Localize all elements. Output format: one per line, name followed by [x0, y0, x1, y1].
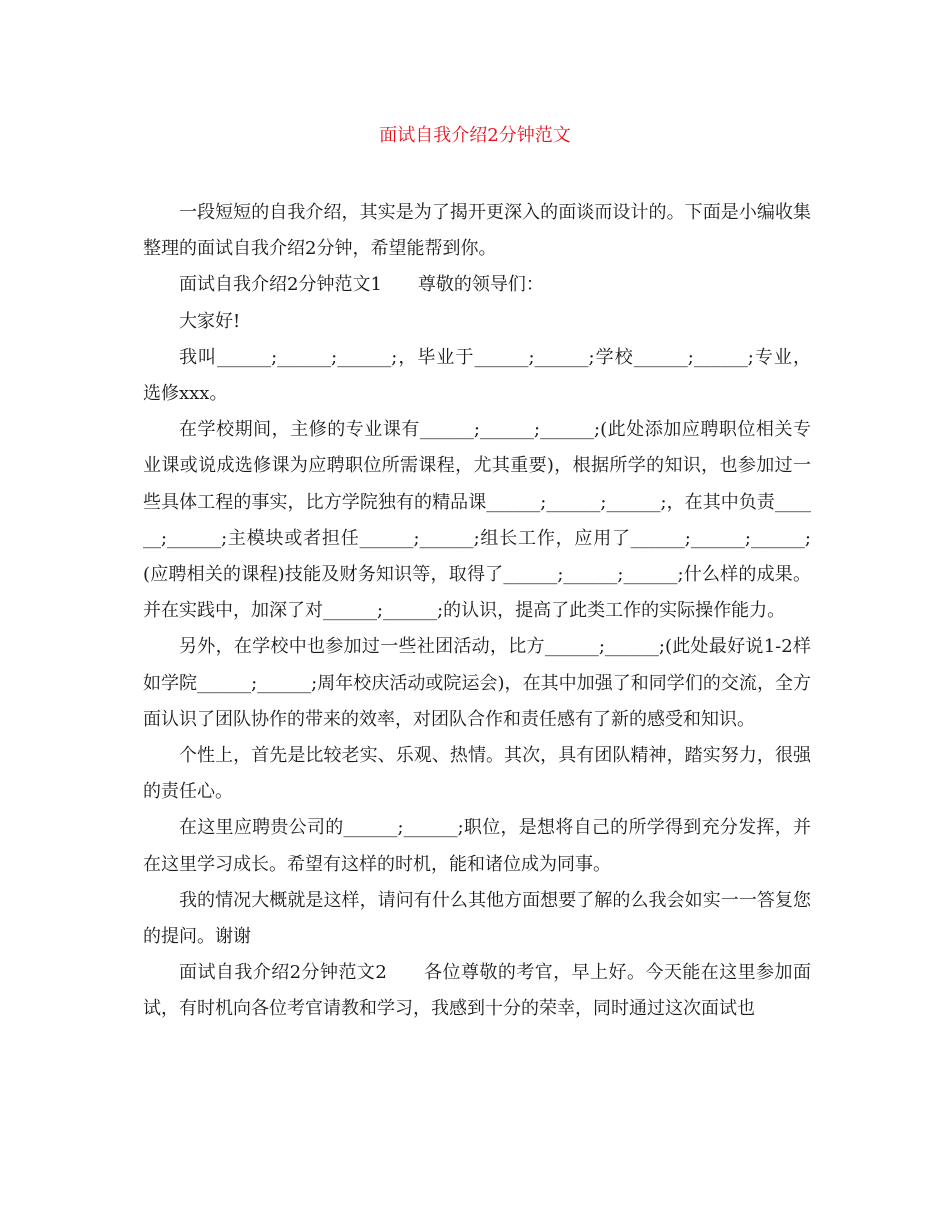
- personality-paragraph: 个性上，首先是比较老实、乐观、热情。其次，具有团队精神，踏实努力，很强的责任心。: [143, 745, 811, 803]
- greeting-paragraph: 大家好!: [179, 310, 241, 332]
- position-paragraph: 在这里应聘贵公司的______;______;职位，是想将自己的所学得到充分发挥，并在这里学习成长。希望有这样的时机，能和诸位成为同事。: [143, 817, 811, 875]
- closing-paragraph: 我的情况大概就是这样，请问有什么其他方面想要了解的么我会如实一一答复您的提问。谢谢: [143, 889, 811, 948]
- sample-1-heading: 面试自我介绍2分钟范文1 尊敬的领导们：: [179, 274, 544, 296]
- intro-paragraph: 一段短短的自我介绍，其实是为了揭开更深入的面谈而设计的。下面是小编收集整理的面试自我介绍2分钟，希望能帮到你。: [143, 202, 811, 260]
- document-body: [143, 195, 811, 1028]
- sample-2-paragraph: 面试自我介绍2分钟范文2 各位尊敬的考官，早上好。今天能在这里参加面试，有时机向各位考官请教和学习，我感到十分的荣幸，同时通过这次面试也: [143, 962, 811, 1020]
- activities-paragraph: 另外，在学校中也参加过一些社团活动，比方______;______;(此处最好说1-2样如学院______;______;周年校庆活动或院运会)，在其中加强了和同学们的交流，全方面认识了团队协作的带来的效率，对团队合作和责任感有了新的感受和知识。: [143, 636, 811, 730]
- courses-paragraph: 在学校期间，主修的专业课有______;______;______;(此处添加应聘职位相关专业课或说成选修课为应聘职位所需课程，尤其重要)，根据所学的知识，也参加过一些具体工程的事实，比方学院独有的精品课______;______;______;，在其中负责______;______;主模块或者担任______;______;组长工作，应用了______;______;______;(应聘相关的课程)技能及财务知识等，取得了______;______;______;什么样的成果。并在实践中，加深了对______;______;的认识，提高了此类工作的实际操作能力。: [143, 419, 811, 622]
- document-title: 面试自我介绍2分钟范文: [379, 125, 571, 146]
- name-school-paragraph: 我叫______;______;______;，毕业于______;______;学校______;______;专业，选修xxx。: [143, 346, 811, 405]
